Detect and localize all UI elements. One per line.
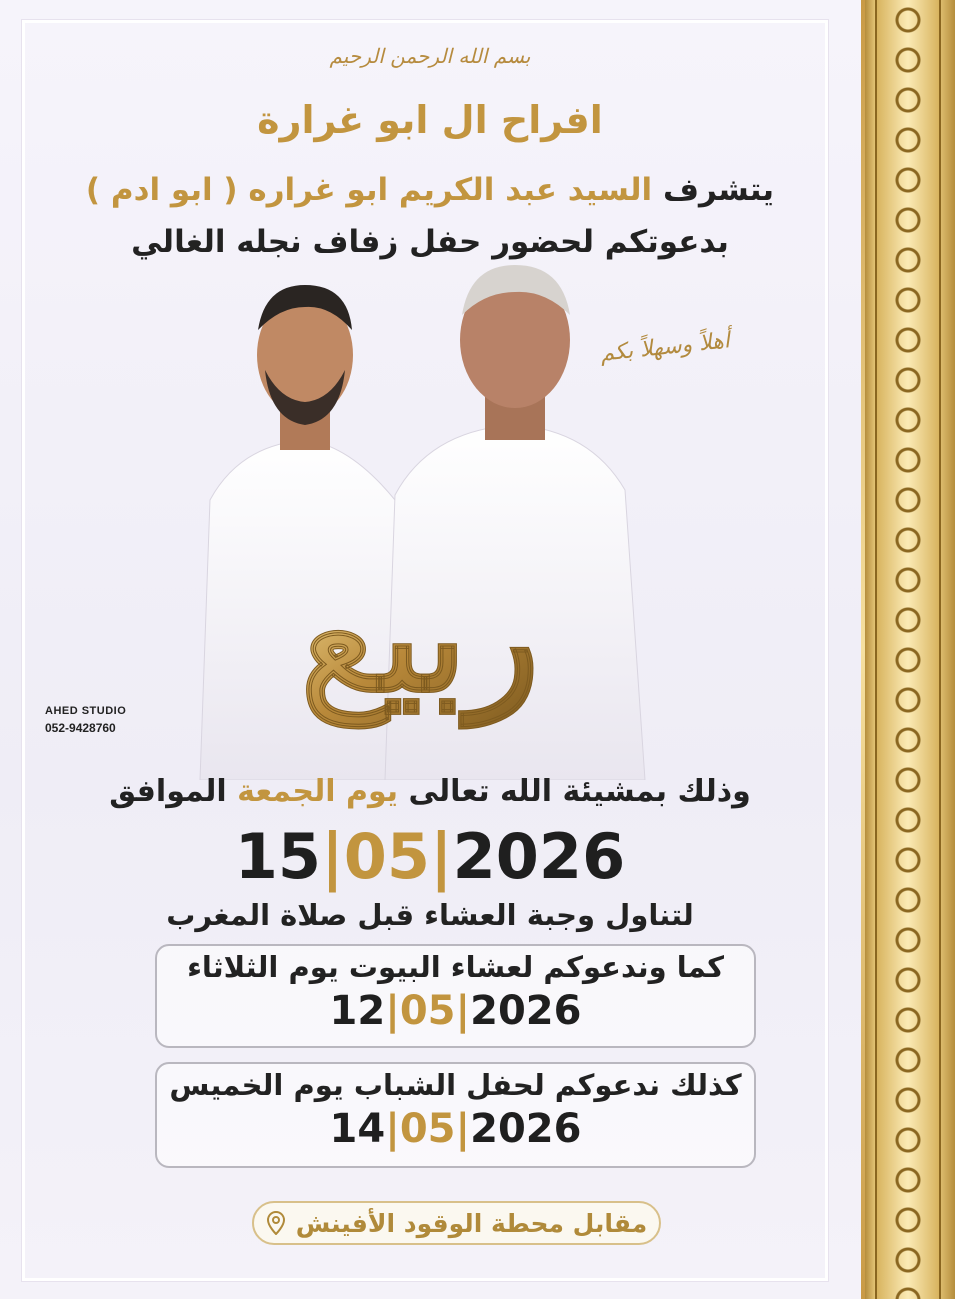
gold-ornament-strip <box>865 0 955 1299</box>
meal-note: لتناول وجبة العشاء قبل صلاة المغرب <box>166 898 694 932</box>
houses-dinner-box <box>155 944 756 1048</box>
event-intro-prefix: وذلك بمشيئة الله تعالى <box>408 774 751 809</box>
event-day: يوم الجمعة <box>237 774 399 809</box>
youth-party-box <box>155 1062 756 1168</box>
page-title: افراح ال ابو غرارة <box>257 98 603 142</box>
main-date-day: 15 <box>234 820 322 893</box>
groom-name-calligraphy: ربيع <box>300 550 540 726</box>
invitation-line: بدعوتكم لحضور حفل زفاف نجله الغالي <box>131 224 729 260</box>
studio-name: AHED STUDIO <box>45 705 127 717</box>
host-prefix: يتشرف <box>662 172 775 208</box>
location-text: مقابل محطة الوقود الأفينش <box>295 1208 648 1238</box>
event-intro <box>0 774 860 809</box>
welcome-calligraphy: أهلاً وسهلاً بكم <box>599 328 731 367</box>
host-line <box>0 172 860 208</box>
youth-party-text: كذلك ندعوكم لحفل الشباب يوم الخميس <box>169 1068 742 1102</box>
studio-phone: 052-9428760 <box>45 721 116 735</box>
host-nickname: ( ابو ادم ) <box>85 172 238 208</box>
location-pin-icon <box>266 1211 286 1235</box>
couple-photo <box>180 260 660 780</box>
location-badge <box>252 1201 661 1245</box>
event-intro-suffix: الموافق <box>109 774 227 809</box>
houses-dinner-text: كما وندعوكم لعشاء البيوت يوم الثلاثاء <box>187 950 724 984</box>
gold-ornament-pattern <box>875 0 941 1299</box>
main-event-date: 15|05|2026 <box>234 820 626 893</box>
basmala: بسم الله الرحمن الرحيم <box>329 44 531 68</box>
youth-party-date: 14|05|2026 <box>329 1106 582 1152</box>
main-date-year: 2026 <box>452 820 626 893</box>
host-name: السيد عبد الكريم ابو غراره <box>248 172 653 208</box>
studio-logo <box>45 705 165 735</box>
houses-dinner-date: 12|05|2026 <box>329 988 582 1034</box>
main-date-month: 05 <box>343 820 430 893</box>
